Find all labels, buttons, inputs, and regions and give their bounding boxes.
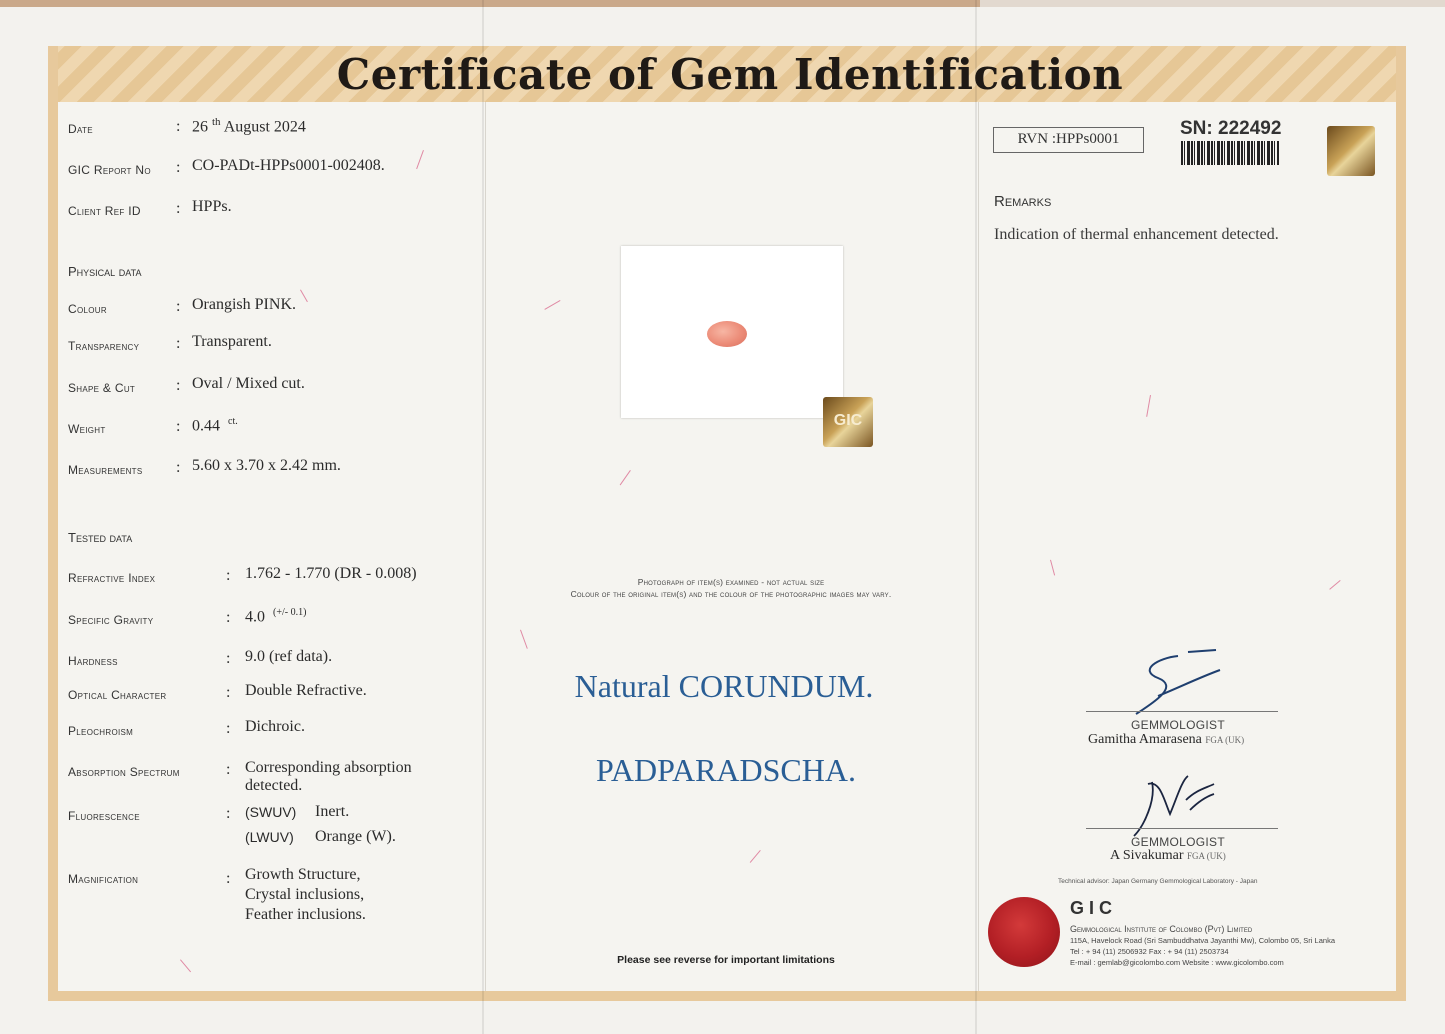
remarks-text: Indication of thermal enhancement detected. [994, 226, 1279, 243]
fluorescence-swuv-value: Inert. [315, 803, 350, 820]
signature-line-1 [1086, 711, 1278, 712]
fold-line-left [482, 0, 484, 1034]
measurements-label: Measurements [68, 463, 143, 477]
specific-gravity-row: Specific Gravity : 4.0 $^{(+/- 0.1)}$ [68, 607, 307, 627]
optical-character-row: Optical Character : Double Refractive. [68, 682, 367, 702]
signature-line-2 [1086, 828, 1278, 829]
specific-gravity-value: 4.0 $^{(+/- 0.1)}$ [245, 607, 307, 626]
barcode [1181, 141, 1279, 165]
weight-row: Weight : 0.44 $^{ct.}$ [68, 416, 238, 436]
date-value: 26 $^{th}$ August 2024 [192, 116, 306, 136]
refractive-index-value: 1.762 - 1.770 (DR - 0.008) [245, 565, 417, 582]
report-no-row: GIC Report No : CO-PADt-HPPs0001-002408. [68, 157, 385, 177]
measurements-row: Measurements : 5.60 x 3.70 x 2.42 mm. [68, 457, 341, 477]
shape-cut-row: Shape & Cut : Oval / Mixed cut. [68, 375, 305, 395]
signature-2-name: A Sivakumar FGA (UK) [1110, 848, 1226, 863]
variety-name: PADPARADSCHA. [596, 752, 856, 788]
photo-note-line-1: Photograph of item(s) examined - not actual size [637, 577, 825, 587]
pleochroism-label: Pleochroism [68, 724, 134, 738]
shape-cut-value: Oval / Mixed cut. [192, 375, 305, 392]
org-short-name: GIC [1070, 898, 1118, 918]
limitations-footnote: Please see reverse for important limitations [617, 954, 835, 966]
colour-label: Colour [68, 302, 107, 316]
absorption-spectrum-label: Absorption Spectrum [68, 765, 180, 779]
absorption-spectrum-value-2: detected. [245, 777, 303, 794]
fluorescence-swuv-key: (SWUV) [245, 804, 297, 820]
date-label: Date [68, 122, 93, 136]
colour-value: Orangish PINK. [192, 296, 296, 313]
magnification-row: Magnification : Growth Structure, Crystal inclusions, Feather inclusions. [68, 866, 366, 923]
signature-2 [1130, 770, 1218, 842]
fluorescence-lwuv-value: Orange (W). [315, 828, 396, 845]
fluorescence-lwuv-key: (LWUV) [245, 829, 294, 845]
transparency-value: Transparent. [192, 333, 272, 350]
photo-note-line-2: Colour of the original item(s) and the colour of the photographic images may vary. [570, 589, 892, 599]
signature-2-role: GEMMOLOGIST [1131, 835, 1225, 849]
org-phone: Tel : + 94 (11) 2506932 Fax : + 94 (11) 2503734 [1070, 947, 1229, 956]
wax-seal [988, 897, 1060, 967]
hologram-sticker: GIC [823, 397, 873, 447]
fluorescence-row: Fluorescence : (SWUV) Inert. (LWUV) Orange (W). [68, 803, 396, 845]
client-ref-label: Client Ref ID [68, 204, 141, 218]
panel-divider-left [485, 102, 486, 991]
technical-advisor: Technical advisor: Japan Germany Gemmological Laboratory - Japan [1058, 878, 1258, 885]
absorption-spectrum-value-1: Corresponding absorption [245, 759, 412, 776]
specific-gravity-label: Specific Gravity [68, 613, 154, 627]
pleochroism-row: Pleochroism : Dichroic. [68, 718, 305, 738]
report-no-value: CO-PADt-HPPs0001-002408. [192, 157, 385, 174]
absorption-spectrum-row: Absorption Spectrum : Corresponding absorption detected. [68, 759, 412, 794]
date-row: Date : 26 $^{th}$ August 2024 [68, 116, 306, 136]
top-edge-strip-right [980, 0, 1445, 7]
signature-1-role: GEMMOLOGIST [1131, 718, 1225, 732]
magnification-value-3: Feather inclusions. [245, 906, 366, 923]
hardness-row: Hardness : 9.0 (ref data). [68, 648, 333, 668]
org-full-name: Gemmological Institute of Colombo (Pvt) Limited [1070, 924, 1253, 934]
hardness-value: 9.0 (ref data). [245, 648, 333, 665]
measurements-value: 5.60 x 3.70 x 2.42 mm. [192, 457, 341, 474]
transparency-row: Transparency : Transparent. [68, 333, 272, 353]
shape-cut-label: Shape & Cut [68, 381, 136, 395]
refractive-index-label: Refractive Index [68, 571, 156, 585]
org-address: 115A, Havelock Road (Sri Sambuddhatva Jayanthi Mw), Colombo 05, Sri Lanka [1070, 936, 1335, 945]
hologram-sticker-small [1327, 126, 1375, 176]
client-ref-value: HPPs. [192, 198, 232, 215]
fluorescence-label: Fluorescence [68, 809, 140, 823]
org-email: E-mail : gemlab@gicolombo.com Website : www.gicolombo.com [1070, 958, 1284, 967]
signature-1 [1128, 648, 1224, 720]
tested-data-header: Tested data [68, 530, 133, 545]
magnification-value-1: Growth Structure, [245, 866, 361, 883]
transparency-label: Transparency [68, 339, 140, 353]
remarks-header: Remarks [994, 193, 1052, 210]
optical-character-value: Double Refractive. [245, 682, 367, 699]
panel-divider-right [978, 102, 979, 991]
pleochroism-value: Dichroic. [245, 718, 305, 735]
weight-label: Weight [68, 422, 106, 436]
weight-value: 0.44 $^{ct.}$ [192, 416, 238, 435]
serial-number: SN: 222492 [1180, 118, 1282, 139]
optical-character-label: Optical Character [68, 688, 167, 702]
species-name: Natural CORUNDUM. [574, 668, 874, 704]
report-no-label: GIC Report No [68, 163, 151, 177]
colour-row: Colour : Orangish PINK. [68, 296, 296, 316]
gem-image [707, 321, 747, 347]
signature-1-name: Gamitha Amarasena FGA (UK) [1088, 732, 1245, 747]
rvn-box: RVN :HPPs0001 [993, 127, 1144, 153]
hardness-label: Hardness [68, 654, 118, 668]
refractive-index-row: Refractive Index : 1.762 - 1.770 (DR - 0.008) [68, 565, 417, 585]
certificate-title: Certificate of Gem Identification [336, 50, 1124, 99]
client-ref-row: Client Ref ID : HPPs. [68, 198, 232, 218]
physical-data-header: Physical data [68, 264, 142, 279]
magnification-label: Magnification [68, 872, 139, 886]
magnification-value-2: Crystal inclusions, [245, 886, 365, 903]
fold-line-right [975, 0, 977, 1034]
